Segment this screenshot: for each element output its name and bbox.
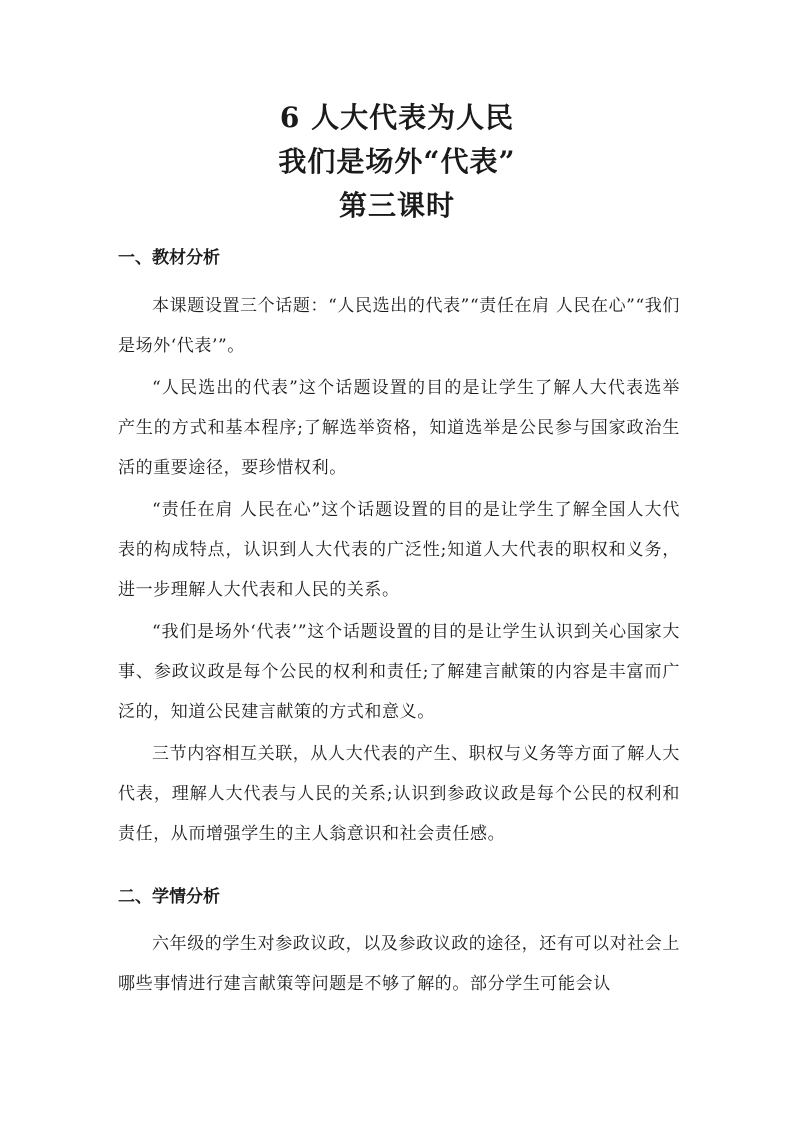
- document-title: [0, 96, 794, 228]
- paragraph: “责任在肩 人民在心”这个话题设置的目的是让学生了解全国人大代表的构成特点，认识到人大代表的广泛性;知道人大代表的职权和义务，进一步理解人大代表和人民的关系。: [118, 500, 680, 600]
- paragraph: 三节内容相互关联，从人大代表的产生、职权与义务等方面了解人大代表，理解人大代表与人民的关系;认识到参政议政是每个公民的权利和责任，从而增强学生的主人翁意识和社会责任感。: [118, 744, 680, 844]
- title-topic: 我们是场外“代表”: [278, 145, 516, 178]
- paragraph: “人民选出的代表”这个话题设置的目的是让学生了解人大代表选举产生的方式和基本程序;了解选举资格，知道选举是公民参与国家政治生活的重要途径，要珍惜权利。: [118, 378, 680, 478]
- section-heading-textbook-analysis: 一、教材分析: [118, 248, 220, 268]
- title-period: 第三课时: [338, 189, 455, 222]
- title-lesson: 6 人大代表为人民: [279, 101, 515, 134]
- paragraph: 本课题设置三个话题：“人民选出的代表”“责任在肩 人民在心”“我们是场外‘代表’”。: [118, 296, 680, 356]
- paragraph: “我们是场外‘代表’”这个话题设置的目的是让学生认识到关心国家大事、参政议政是每个公民的权利和责任;了解建言献策的内容是丰富而广泛的，知道公民建言献策的方式和意义。: [118, 622, 680, 722]
- paragraph: 六年级的学生对参政议政，以及参政议政的途径，还有可以对社会上哪些事情进行建言献策等问题是不够了解的。部分学生可能会认: [118, 934, 680, 994]
- section-heading-student-analysis: 二、学情分析: [118, 887, 220, 907]
